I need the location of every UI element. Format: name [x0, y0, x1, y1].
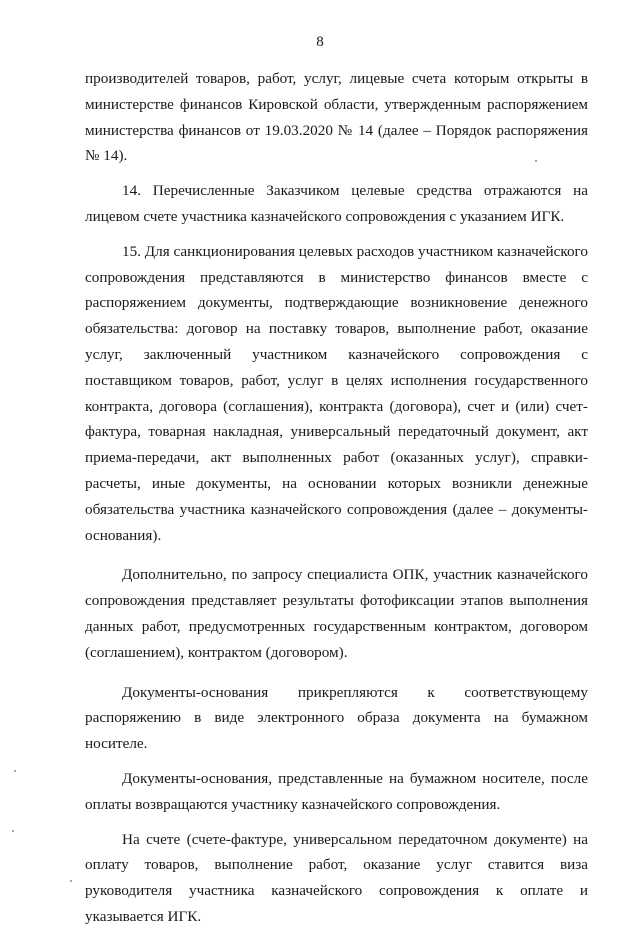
- scan-speck: [535, 160, 537, 162]
- paragraph-return: Документы-основания, представленные на бумажном носителе, после оплаты возвращаются участнику казначейского сопровождения.: [85, 769, 588, 813]
- paragraph-photo-fixation: Дополнительно, по запросу специалиста ОПК, участник казначейского сопровождения представляет результаты фотофиксации этапов выполнения данных работ, предусмотренных государственным контрактом, договором (соглашением), контрактом (договором).: [85, 566, 588, 661]
- paragraph-continuation: производителей товаров, работ, услуг, лицевые счета которым открыты в министерстве финансов Кировской области, утвержденным распоряжением министерства финансов от 19.03.2020 № 14 (далее – Порядок распоряжения № 14).: [85, 70, 588, 165]
- page-number: 8: [316, 34, 324, 50]
- paragraph-15: 15. Для санкционирования целевых расходов участником казначейского сопровождения представляются в министерство финансов вместе с распоряжением документы, подтверждающие возникновение денежного обязательства: договор на поставку товаров, выполнение работ, оказание услуг, заключенный участником казначейского сопровождения с поставщиком товаров, работ, услуг в целях исполнения государственного контракта, договора (соглашения), контракта (договора), счет и (или) счет-фактура, товарная накладная, универсальный передаточный документ, акт приема-передачи, акт выполненных работ (оказанных услуг), справки-расчеты, иные документы, на основании которых возникли денежные обязательства участника казначейского сопровождения (далее – документы-основания).: [85, 242, 588, 544]
- scan-speck: [12, 830, 14, 832]
- document-body: [85, 66, 588, 930]
- paragraph-visa: На счете (счете-фактуре, универсальном передаточном документе) на оплату товаров, выполнение работ, оказание услуг ставится виза руководителя участника казначейского сопровождения к оплате и указывается ИГК.: [85, 830, 588, 925]
- scan-speck: [14, 770, 16, 772]
- paragraph-14: 14. Перечисленные Заказчиком целевые средства отражаются на лицевом счете участника казначейского сопровождения с указанием ИГК.: [85, 182, 588, 225]
- paragraph-attachment: Документы-основания прикрепляются к соответствующему распоряжению в виде электронного образа документа на бумажном носителе.: [85, 683, 588, 753]
- scan-speck: [70, 880, 72, 882]
